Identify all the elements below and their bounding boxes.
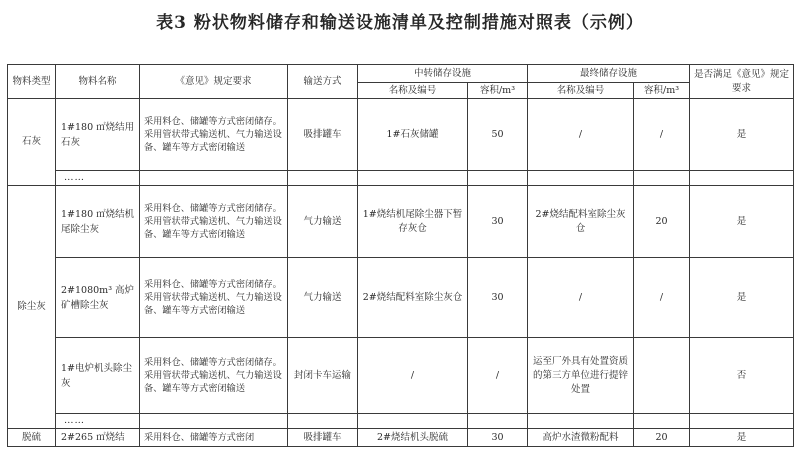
transfer-volume: 30 [468,429,528,447]
meets-requirement: 是 [690,429,794,447]
material-name: 2#1080m³ 高炉矿槽除尘灰 [56,258,140,338]
material-name: 1#180 ㎡烧结用石灰 [56,99,140,171]
transport-method: 吸排罐车 [288,99,358,171]
header-transfer-name: 名称及编号 [358,83,468,99]
table-row [8,414,794,429]
final-volume: 20 [634,429,690,447]
header-requirement: 《意见》规定要求 [140,65,288,99]
transport-method: 吸排罐车 [288,429,358,447]
meets-requirement: 是 [690,186,794,258]
requirement-text: 采用料仓、储罐等方式密闭储存。采用管状带式输送机、气力输送设备、罐车等方式密闭输送 [140,258,288,338]
header-transfer-volume: 容积/m³ [468,83,528,99]
material-name: 2#265 ㎡烧结 [56,429,140,447]
storage-control-table [7,64,794,447]
header-final-name: 名称及编号 [528,83,634,99]
final-facility: 2#烧结配料室除尘灰仓 [528,186,634,258]
meets-requirement: 否 [690,338,794,414]
transfer-facility: / [358,338,468,414]
final-facility: 高炉水渣微粉配料 [528,429,634,447]
final-volume: 20 [634,186,690,258]
final-volume: / [634,99,690,171]
requirement-text: 采用料仓、储罐等方式密闭储存。采用管状带式输送机、气力输送设备、罐车等方式密闭输送 [140,338,288,414]
meets-requirement: 是 [690,258,794,338]
final-volume [634,338,690,414]
table-row [8,99,794,171]
ellipsis: …… [56,171,140,186]
table-row [8,186,794,258]
category-cell: 石灰 [8,99,56,186]
transport-method: 气力输送 [288,258,358,338]
header-material-name: 物料名称 [56,65,140,99]
transfer-facility: 2#烧结机头脱硫 [358,429,468,447]
transfer-volume: 50 [468,99,528,171]
transport-method: 气力输送 [288,186,358,258]
header-category: 物料类型 [8,65,56,99]
material-name: 1#180 ㎡烧结机尾除尘灰 [56,186,140,258]
transfer-facility: 2#烧结配料室除尘灰仓 [358,258,468,338]
table-row [8,429,794,447]
meets-requirement: 是 [690,99,794,171]
final-facility: 运至厂外具有处置资质的第三方单位进行提锌处置 [528,338,634,414]
transport-method: 封闭卡车运输 [288,338,358,414]
table-row [8,338,794,414]
material-name: 1#电炉机头除尘灰 [56,338,140,414]
table-row [8,258,794,338]
header-final-storage: 最终储存设施 [528,65,690,83]
final-volume: / [634,258,690,338]
ellipsis: …… [56,414,140,429]
header-final-volume: 容积/m³ [634,83,690,99]
header-transfer-storage: 中转储存设施 [358,65,528,83]
category-cell: 除尘灰 [8,186,56,429]
header-meets-requirement: 是否满足《意见》规定要求 [690,65,794,99]
transfer-facility: 1#石灰储罐 [358,99,468,171]
requirement-text: 采用料仓、储罐等方式密闭储存。采用管状带式输送机、气力输送设备、罐车等方式密闭输送 [140,99,288,171]
transfer-volume: 30 [468,186,528,258]
final-facility: / [528,258,634,338]
transfer-facility: 1#烧结机尾除尘器下暂存灰仓 [358,186,468,258]
requirement-text: 采用料仓、储罐等方式密闭 [140,429,288,447]
final-facility: / [528,99,634,171]
header-transport: 输送方式 [288,65,358,99]
transfer-volume: / [468,338,528,414]
table-title: 表3 粉状物料储存和输送设施清单及控制措施对照表（示例） [156,13,644,33]
table-row [8,171,794,186]
category-cell: 脱硫 [8,429,56,447]
requirement-text: 采用料仓、储罐等方式密闭储存。采用管状带式输送机、气力输送设备、罐车等方式密闭输送 [140,186,288,258]
transfer-volume: 30 [468,258,528,338]
